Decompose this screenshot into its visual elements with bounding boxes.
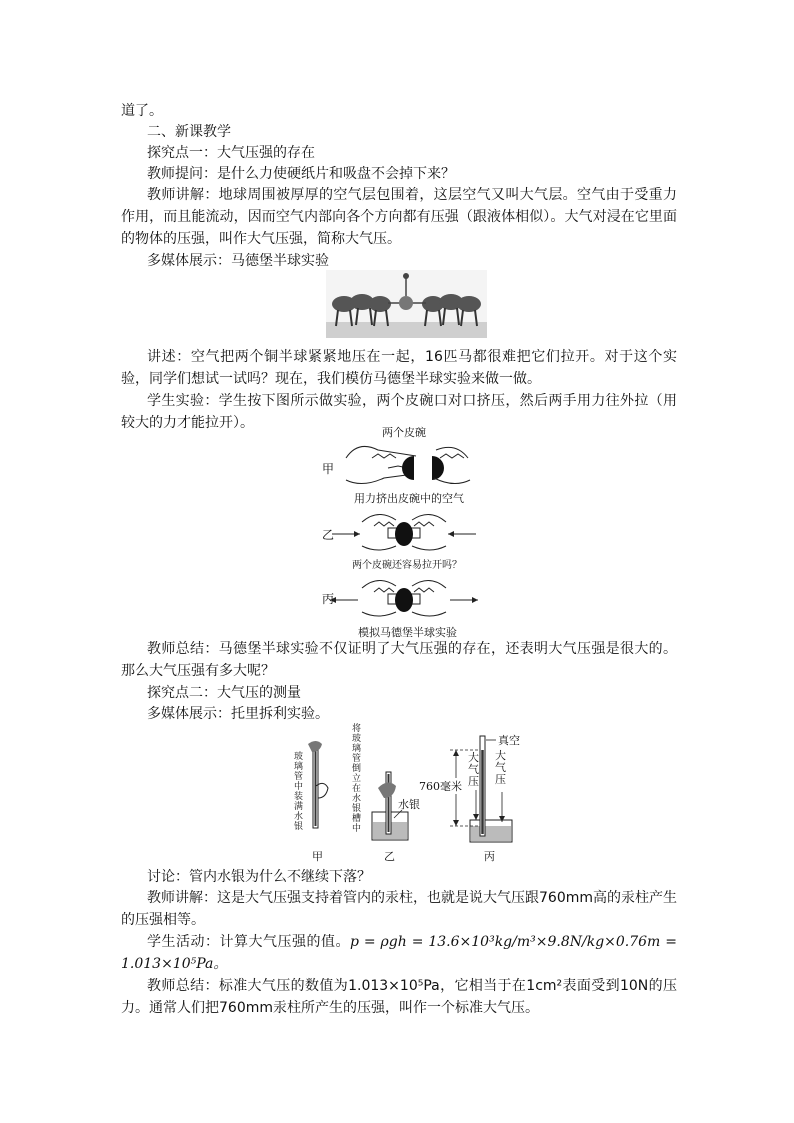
paragraph-teacher-summary-1: 教师总结：马德堡半球实验不仅证明了大气压强的存在，还表明大气压强是很大的。那么大气压强有多大呢？: [121, 641, 677, 679]
label-bing: 丙: [322, 592, 335, 606]
caption-two-cups: 两个皮碗: [382, 426, 426, 439]
label-atmospheric-pressure-right: 大气压: [495, 749, 506, 786]
torricelli-figure: [290, 722, 540, 867]
subheading-inquiry-point-1: 探究点一：大气压强的存在: [147, 145, 315, 161]
label-jia: 甲: [312, 850, 323, 863]
label-bing: 丙: [484, 850, 495, 863]
subheading-inquiry-point-2: 探究点二：大气压的测量: [147, 685, 301, 701]
paragraph-multimedia-torricelli: 多媒体展示：托里拆利实验。: [147, 706, 329, 722]
label-invert-tube: 将玻璃管倒立在水银槽中: [352, 724, 362, 834]
paragraph-discussion: 讨论：管内水银为什么不继续下落？: [147, 869, 371, 885]
label-atmospheric-pressure-left: 大气压: [468, 751, 479, 788]
paragraph-multimedia-magdeburg: 多媒体展示：马德堡半球实验: [147, 253, 329, 269]
paragraph-teacher-explanation: 教师讲解：地球周围被厚厚的空气层包围着，这层空气又叫大气层。空气由于受重力作用，而且能流动，因而空气内部向各个方向都有压强（跟液体相似）。大气对浸在它里面的物体的压强，叫作大气压强，简称大气压。: [121, 187, 677, 247]
magdeburg-hemispheres-image: [326, 270, 487, 338]
paragraph-continuation: 道了。: [121, 103, 163, 119]
label-yi: 乙: [322, 528, 335, 542]
suction-cup-figure: [318, 422, 490, 640]
paragraph-student-activity: [121, 931, 677, 975]
paragraph-teacher-question: 教师提问：是什么力使硬纸片和吸盘不会掉下来？: [147, 166, 455, 182]
label-760mm: 760毫米: [419, 780, 462, 793]
caption-squeeze-air: 用力挤出皮碗中的空气: [354, 492, 464, 505]
label-mercury: 水银: [398, 798, 420, 811]
paragraph-teacher-explanation-2: 教师讲解：这是大气压强支持着管内的汞柱，也就是说大气压跟760mm高的汞柱产生的压强相等。: [121, 890, 677, 928]
section-heading-new-lesson: 二、新课教学: [147, 124, 231, 140]
paragraph-narration: 讲述：空气把两个铜半球紧紧地压在一起，16匹马都很难把它们拉开。对于这个实验，同学们想试一试吗？现在，我们模仿马德堡半球实验来做一做。: [121, 349, 677, 387]
caption-easy-to-pull: 两个皮碗还容易拉开吗？: [352, 560, 462, 571]
label-jia: 甲: [322, 462, 335, 476]
caption-simulate-magdeburg: 模拟马德堡半球实验: [358, 626, 457, 639]
label-tube-filled-mercury: 玻璃管中装满水银: [294, 752, 304, 832]
student-activity-text: 学生活动：计算大气压强的值。: [147, 934, 350, 950]
label-vacuum: 真空: [498, 734, 520, 747]
paragraph-student-experiment: 学生实验：学生按下图所示做实验，两个皮碗口对口挤压，然后两手用力往外拉（用较大的力才能拉开）。: [121, 393, 677, 431]
label-yi: 乙: [384, 850, 395, 863]
pressure-formula: p = ρgh = 13.6×10³kg/m³×9.8N/kg×0.76m = 1.013×10⁵Pa。: [121, 934, 678, 972]
paragraph-teacher-summary-2: 教师总结：标准大气压的数值为1.013×10⁵Pa，它相当于在1cm²表面受到10N的压力。通常人们把760mm汞柱所产生的压强，叫作一个标准大气压。: [121, 978, 677, 1016]
